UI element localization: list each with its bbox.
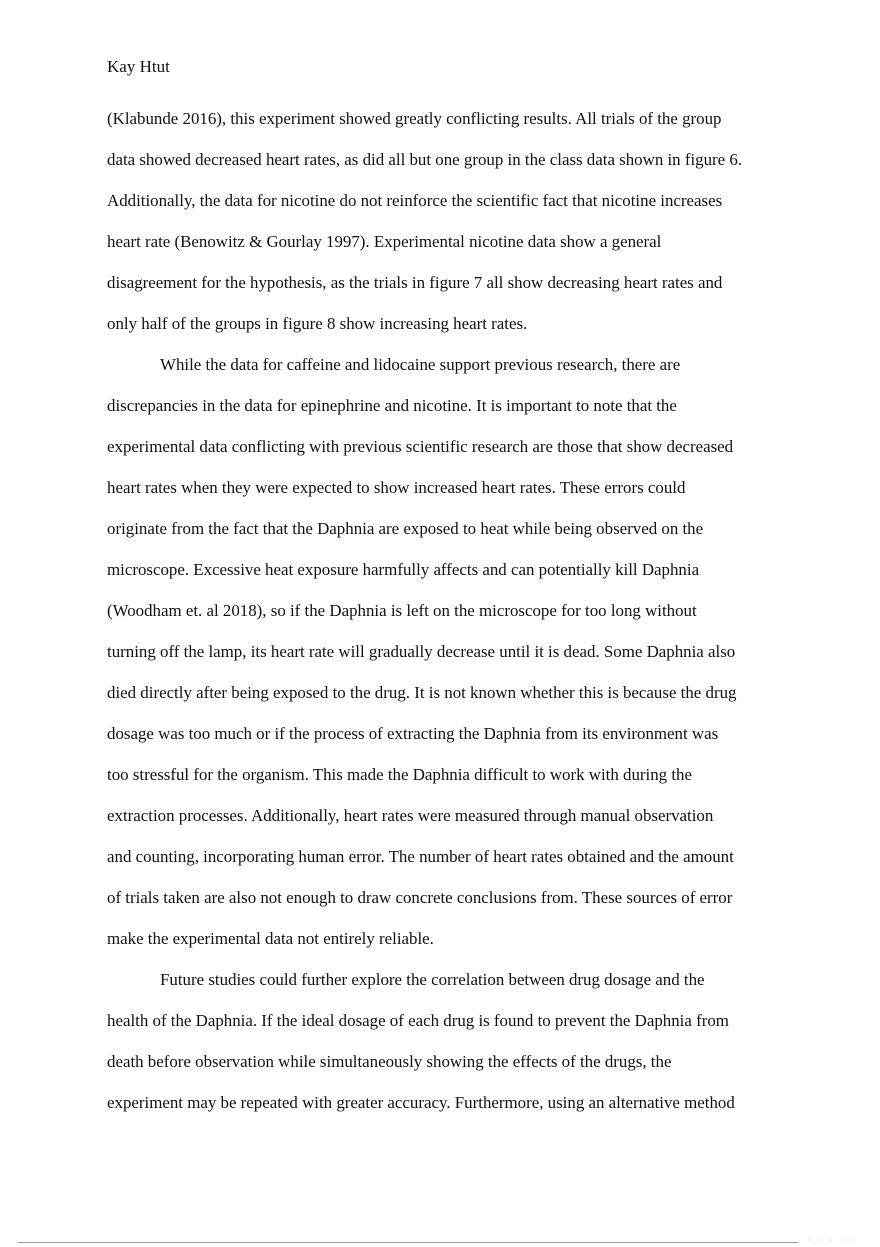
text-line: Additionally, the data for nicotine do not reinforce the scientific fact that nicotine increases bbox=[107, 191, 723, 210]
text-line: heart rate (Benowitz & Gourlay 1997). Experimental nicotine data show a general bbox=[107, 232, 662, 251]
text-line: of trials taken are also not enough to draw concrete conclusions from. These sources of error bbox=[107, 888, 733, 907]
text-line: originate from the fact that the Daphnia are exposed to heat while being observed on the bbox=[107, 519, 704, 538]
text-line: death before observation while simultaneously showing the effects of the drugs, the bbox=[107, 1052, 672, 1071]
paragraph-start-line: While the data for caffeine and lidocaine support previous research, there are bbox=[160, 355, 681, 374]
text-line: data showed decreased heart rates, as did all but one group in the class data shown in figure 6. bbox=[107, 150, 743, 169]
paragraph-start-line: Future studies could further explore the correlation between drug dosage and the bbox=[160, 970, 705, 989]
author-name-header: Kay Htut bbox=[107, 57, 170, 76]
text-line: (Klabunde 2016), this experiment showed greatly conflicting results. All trials of the group bbox=[107, 109, 722, 128]
text-line: died directly after being exposed to the drug. It is not known whether this is because the drug bbox=[107, 683, 737, 702]
text-line: heart rates when they were expected to show increased heart rates. These errors could bbox=[107, 478, 686, 497]
text-line: experimental data conflicting with previous scientific research are those that show decreased bbox=[107, 437, 734, 456]
text-line: turning off the lamp, its heart rate will gradually decrease until it is dead. Some Daphnia also bbox=[107, 642, 736, 661]
text-line: extraction processes. Additionally, heart rates were measured through manual observation bbox=[107, 806, 714, 825]
text-line: disagreement for the hypothesis, as the trials in figure 7 all show decreasing heart rates and bbox=[107, 273, 723, 292]
text-line: too stressful for the organism. This made the Daphnia difficult to work with during the bbox=[107, 765, 692, 784]
text-line: (Woodham et. al 2018), so if the Daphnia is left on the microscope for too long without bbox=[107, 601, 697, 620]
text-line: only half of the groups in figure 8 show increasing heart rates. bbox=[107, 314, 528, 333]
text-line: make the experimental data not entirely reliable. bbox=[107, 929, 434, 948]
text-line: and counting, incorporating human error. The number of heart rates obtained and the amount bbox=[107, 847, 734, 866]
body-text bbox=[107, 107, 787, 1132]
text-line: health of the Daphnia. If the ideal dosage of each drug is found to prevent the Daphnia from bbox=[107, 1011, 729, 1030]
page-bottom-rule bbox=[18, 1242, 798, 1243]
text-line: dosage was too much or if the process of extracting the Daphnia from its environment was bbox=[107, 724, 719, 743]
text-line: experiment may be repeated with greater accuracy. Furthermore, using an alternative method bbox=[107, 1093, 735, 1112]
text-line: microscope. Excessive heat exposure harmfully affects and can potentially kill Daphnia bbox=[107, 560, 700, 579]
text-line: discrepancies in the data for epinephrine and nicotine. It is important to note that the bbox=[107, 396, 677, 415]
corner-scan-marks: · · · · · bbox=[808, 1236, 858, 1245]
